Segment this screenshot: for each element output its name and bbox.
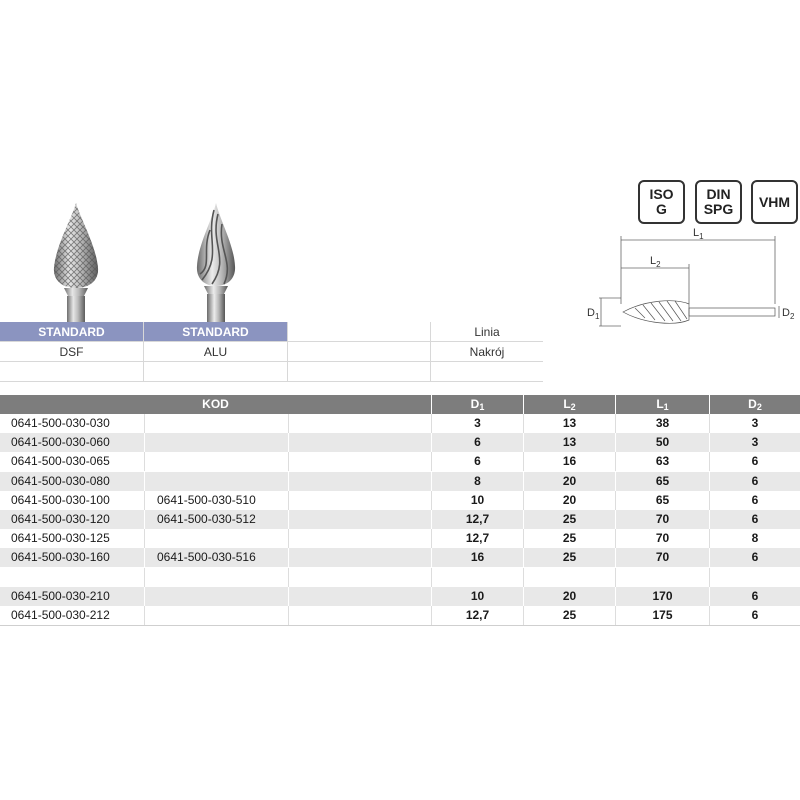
cell-d2: 6 [751, 454, 759, 469]
code-primary: 0641-500-030-120 [11, 512, 110, 526]
din-badge [695, 180, 742, 224]
cell-l1: 63 [655, 454, 670, 469]
cell-l2: 13 [562, 416, 577, 430]
cut-dsf: DSF [0, 342, 144, 361]
standard-label-2: STANDARD [144, 322, 288, 341]
code-alu: 0641-500-030-510 [157, 492, 256, 507]
diagram-d1-label: $D_1$ [587, 307, 600, 321]
code-alu: 0641-500-030-516 [157, 550, 256, 565]
cell-l1: 50 [655, 435, 670, 450]
header-row-standard [0, 322, 543, 342]
header-row-cut [0, 342, 543, 362]
table-header [0, 395, 800, 414]
table-row [0, 510, 800, 529]
empty-cell [288, 362, 431, 381]
cell-d1: 3 [474, 416, 481, 430]
code-primary: 0641-500-030-100 [11, 492, 110, 507]
cell-d1: 12,7 [465, 512, 490, 526]
cell-d2: 3 [751, 416, 759, 430]
empty-cell [0, 362, 144, 381]
code-alu: 0641-500-030-512 [157, 512, 256, 526]
cell-l1: 38 [655, 416, 670, 430]
table-row [0, 414, 800, 433]
diagram-l2-label: $L_2$ [650, 255, 661, 269]
cell-l2: 25 [562, 608, 577, 622]
code-primary: 0641-500-030-125 [11, 531, 110, 546]
code-primary: 0641-500-030-060 [11, 435, 110, 450]
cell-l2: 25 [562, 550, 577, 565]
header-row-empty [0, 362, 543, 382]
iso-badge-line1: ISO [649, 186, 674, 202]
code-alu [157, 529, 287, 548]
diagram-d2-label: $D_2$ [782, 307, 795, 321]
vhm-badge [751, 180, 798, 224]
table-row [0, 452, 800, 471]
empty-cell [144, 362, 288, 381]
cell-d2: 6 [751, 608, 759, 622]
cell-l1: 70 [655, 550, 670, 565]
cell-l2: 25 [562, 512, 577, 526]
cell-l1: 65 [655, 473, 670, 488]
cell-l1: 175 [652, 608, 673, 622]
cell-d1: 10 [470, 492, 485, 507]
code-alu [157, 606, 287, 625]
code-primary: 0641-500-030-210 [11, 588, 110, 603]
table-row [0, 587, 800, 606]
code-primary: 0641-500-030-080 [11, 473, 110, 488]
code-alu [157, 568, 287, 587]
table-row [0, 568, 800, 587]
cell-d1 [432, 568, 523, 587]
cell-d1: 10 [470, 588, 485, 603]
code-alu [157, 452, 287, 471]
cut-alu: ALU [144, 342, 288, 361]
code-alu [157, 472, 287, 491]
cell-d2 [710, 568, 800, 587]
d1-header: $D_1$ [470, 397, 485, 412]
iso-badge-line2: G [656, 201, 667, 217]
table-row [0, 606, 800, 625]
standard-label-1: STANDARD [0, 322, 144, 341]
code-alu [157, 587, 287, 606]
cell-l1 [616, 568, 709, 587]
cell-d1: 6 [474, 435, 481, 450]
diagram-l1-label: $L_1$ [693, 228, 704, 241]
cell-l1: 70 [655, 512, 670, 526]
linia-label: Linia [474, 324, 500, 339]
code-alu [157, 414, 287, 433]
cell-d2: 6 [751, 473, 759, 488]
cell-l2 [524, 568, 615, 587]
code-alu [157, 433, 287, 452]
cell-l2: 16 [562, 454, 577, 469]
cell-d2: 3 [751, 435, 759, 450]
l1-header: $L_1$ [656, 397, 669, 412]
table-row [0, 472, 800, 491]
dimension-diagram [585, 228, 800, 328]
cell-l2: 20 [562, 492, 577, 507]
cell-d1: 12,7 [465, 531, 490, 546]
cell-d1: 16 [470, 550, 485, 565]
empty-cell [288, 342, 431, 361]
empty-cell [431, 362, 543, 381]
kod-header: KOD [202, 397, 229, 411]
cell-d1: 8 [474, 473, 481, 488]
cell-d2: 6 [751, 588, 759, 603]
cell-l1: 170 [652, 588, 673, 603]
code-primary: 0641-500-030-065 [11, 454, 110, 469]
din-badge-line2: SPG [703, 201, 734, 217]
cell-d2: 6 [751, 550, 759, 565]
code-primary: 0641-500-030-160 [11, 550, 110, 565]
cell-l2: 20 [562, 473, 577, 488]
cell-d1: 6 [474, 454, 481, 469]
cell-l2: 20 [562, 588, 577, 603]
cell-l2: 13 [562, 435, 577, 450]
cell-l1: 70 [655, 531, 670, 546]
iso-badge [638, 180, 685, 224]
cell-d2: 6 [751, 492, 759, 507]
cell-d2: 8 [751, 531, 759, 546]
empty-cell [288, 322, 431, 341]
code-primary: 0641-500-030-030 [11, 416, 110, 430]
table-row [0, 491, 800, 510]
table-row [0, 529, 800, 548]
nakroj-label: Nakrój [469, 344, 505, 359]
code-primary: 0641-500-030-212 [11, 608, 110, 622]
cell-d2: 6 [751, 512, 759, 526]
cell-l1: 65 [655, 492, 670, 507]
vhm-badge-line1: VHM [758, 193, 791, 210]
din-badge-line1: DIN [706, 186, 731, 202]
cell-d1: 12,7 [465, 608, 490, 622]
code-primary [11, 568, 143, 587]
burr-alu-image [188, 200, 244, 322]
l2-header: $L_2$ [563, 397, 576, 412]
table-row [0, 433, 800, 452]
table-row [0, 548, 800, 567]
d2-header: $D_2$ [748, 397, 762, 412]
table-bottom-rule [0, 625, 800, 626]
burr-dsf-image [44, 200, 108, 322]
cell-l2: 25 [562, 531, 577, 546]
